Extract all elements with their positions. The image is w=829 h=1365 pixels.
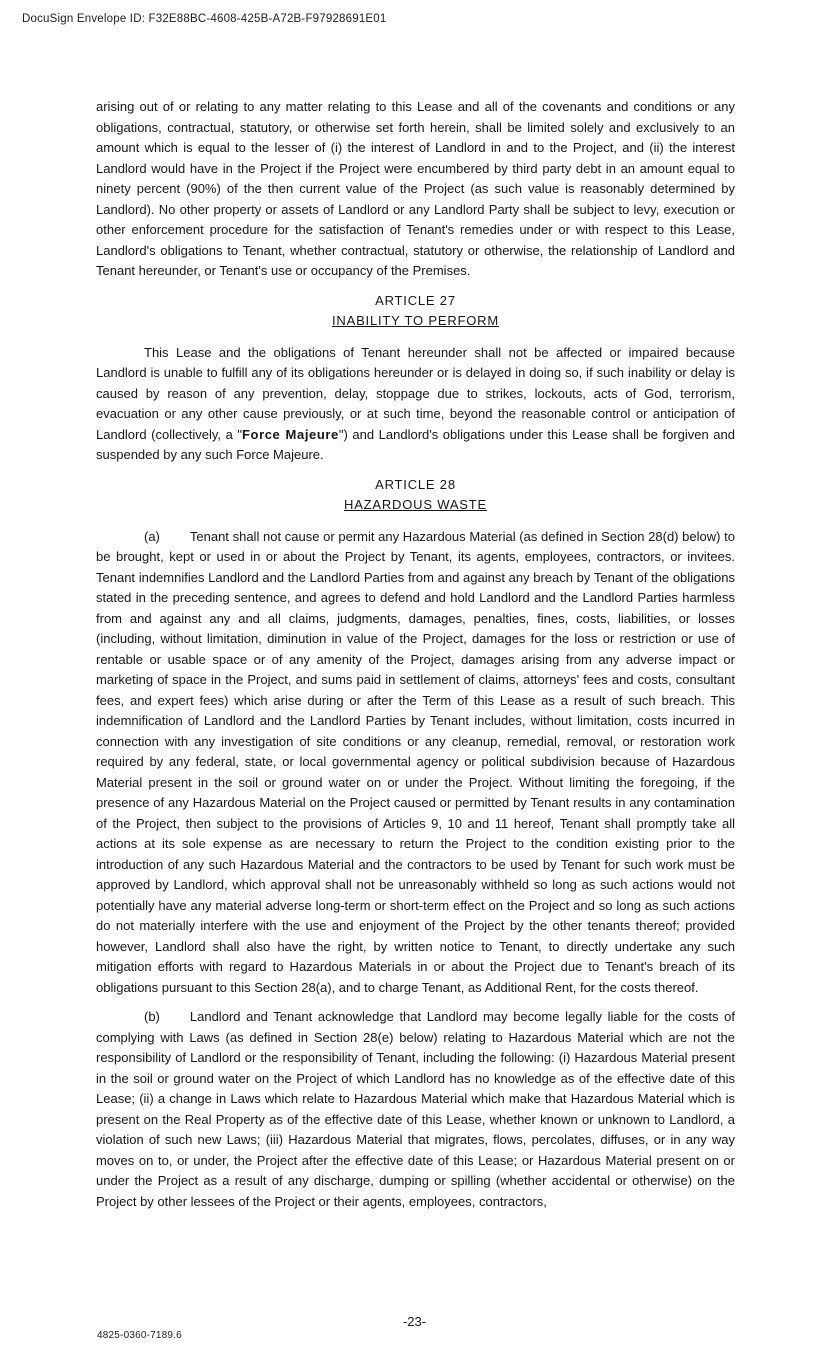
article-27-number: ARTICLE 27 bbox=[375, 292, 456, 308]
article-27-body-post: ") and Landlord's obligations under this Lease shall be forgiven and suspended by any such Force Majeure. bbox=[96, 426, 735, 462]
article-27-body-pre: This Lease and the obligations of Tenant hereunder shall not be affected or impaired because Landlord is unable to fulfill any of its obligations hereunder or is delayed in doing so, if such inability or delay is caused by reason of any prevention, delay, stoppage due to strikes, lockouts, acts of God, terrorism, evacuation or any other cause previously, or at such time, beyond the reasonable control or anticipation of Landlord (collectively, a " bbox=[96, 344, 735, 442]
docusign-envelope-id: DocuSign Envelope ID: F32E88BC-4608-425B-A72B-F97928691E01 bbox=[22, 13, 387, 25]
document-body bbox=[96, 97, 735, 1221]
section-b-text: Landlord and Tenant acknowledge that Landlord may become legally liable for the costs of complying with Laws (as defined in Section 28(e) below) relating to Hazardous Material which are not the responsibility of Landlord or the responsibility of Tenant, including the following: (i) Hazardous Material present in the soil or ground water on the Project of which Landlord has no knowledge as of the effective date of this Lease; (ii) a change in Laws which relate to Hazardous Material which make that Hazardous Material which is present on the Real Property as of the effective date of this Lease, whether known or unknown to Landlord, a violation of such new Laws; (iii) Hazardous Material that migrates, flows, percolates, diffuses, or in any way moves on to, or under, the Project after the effective date of this Lease; or Hazardous Material present on or under the Project as a result of any discharge, dumping or spilling (whether accidental or otherwise) on the Project by other lessees of the Project or their agents, employees, contractors, bbox=[96, 1009, 735, 1209]
article-27-title: INABILITY TO PERFORM bbox=[332, 313, 499, 328]
section-a-label: (a) bbox=[144, 528, 160, 544]
force-majeure-defined-term: Force Majeure bbox=[241, 426, 339, 442]
section-b-paragraph bbox=[96, 1007, 735, 1212]
page-number: -23- bbox=[402, 1314, 427, 1329]
section-b-label: (b) bbox=[144, 1009, 160, 1024]
article-28-title: HAZARDOUS WASTE bbox=[344, 497, 487, 512]
continuation-paragraph: arising out of or relating to any matter relating to this Lease and all of the covenants and conditions or any obligations, contractual, statutory, or otherwise set forth herein, shall be limited solely and exclusively to an amount which is equal to the lesser of (i) the interest of Landlord in and to the Project, and (ii) the interest Landlord would have in the Project if the Project were encumbered by third party debt in an amount equal to ninety percent (90%) of the then current value of the Project (as such value is reasonably determined by Landlord). No other property or assets of Landlord or any Landlord Party shall be subject to levy, execution or other enforcement procedure for the satisfaction of Tenant's remedies under or with respect to this Lease, Landlord's obligations to Tenant, whether contractual, statutory or otherwise, the relationship of Landlord and Tenant hereunder, or Tenant's use or occupancy of the Premises. bbox=[96, 99, 735, 278]
section-a-text: Tenant shall not cause or permit any Hazardous Material (as defined in Section 28(d) below) to be brought, kept or used in or about the Project by Tenant, its agents, employees, contractors, or invitees. Tenant indemnifies Landlord and the Landlord Parties from and against any breach by Tenant of the obligations stated in the preceding sentence, and agrees to defend and hold Landlord and the Landlord Parties harmless from and against any and all claims, judgments, damages, penalties, fines, costs, liabilities, or losses (including, without limitation, diminution in value of the Project, damages for the loss or restriction or use of rentable or usable space or of any amenity of the Project, damages arising from any adverse impact or marketing of space in the Project, and sums paid in settlement of claims, attorneys' fees and costs, consultant fees, and expert fees) which arise during or after the Term of this Lease as a result of such breach. This indemnification of Landlord and the Landlord Parties by Tenant includes, without limitation, costs incurred in connection with any investigation of site conditions or any cleanup, remedial, removal, or restoration work required by any federal, state, or local governmental agency or political subdivision because of Hazardous Material present in the soil or ground water on or under the Project. Without limiting the foregoing, if the presence of any Hazardous Material on the Project caused or permitted by Tenant results in any contamination of the Project, then subject to the provisions of Articles 9, 10 and 11 hereof, Tenant shall promptly take all actions at its sole expense as are necessary to return the Project to the condition existing prior to the introduction of any such Hazardous Material and the contractors to be used by Tenant for such work must be approved by Landlord, which approval shall not be unreasonably withheld so long as such actions would not potentially have any material adverse long-term or short-term effect on the Project and so long as such actions do not materially interfere with the use and enjoyment of the Project by the other tenants thereof; provided however, Landlord shall also have the right, by written notice to Tenant, to directly undertake any such mitigation efforts with regard to Hazardous Materials in or about the Project due to Tenant's breach of its obligations pursuant to this Section 28(a), and to charge Tenant, as Additional Rent, for the costs thereof. bbox=[96, 528, 735, 995]
article-28-heading bbox=[96, 475, 735, 516]
article-28-number: ARTICLE 28 bbox=[375, 476, 456, 492]
article-27-body bbox=[96, 343, 735, 466]
section-a-paragraph bbox=[96, 527, 735, 999]
document-control-number: 4825-0360-7189.6 bbox=[97, 1330, 182, 1341]
article-27-heading bbox=[96, 291, 735, 332]
